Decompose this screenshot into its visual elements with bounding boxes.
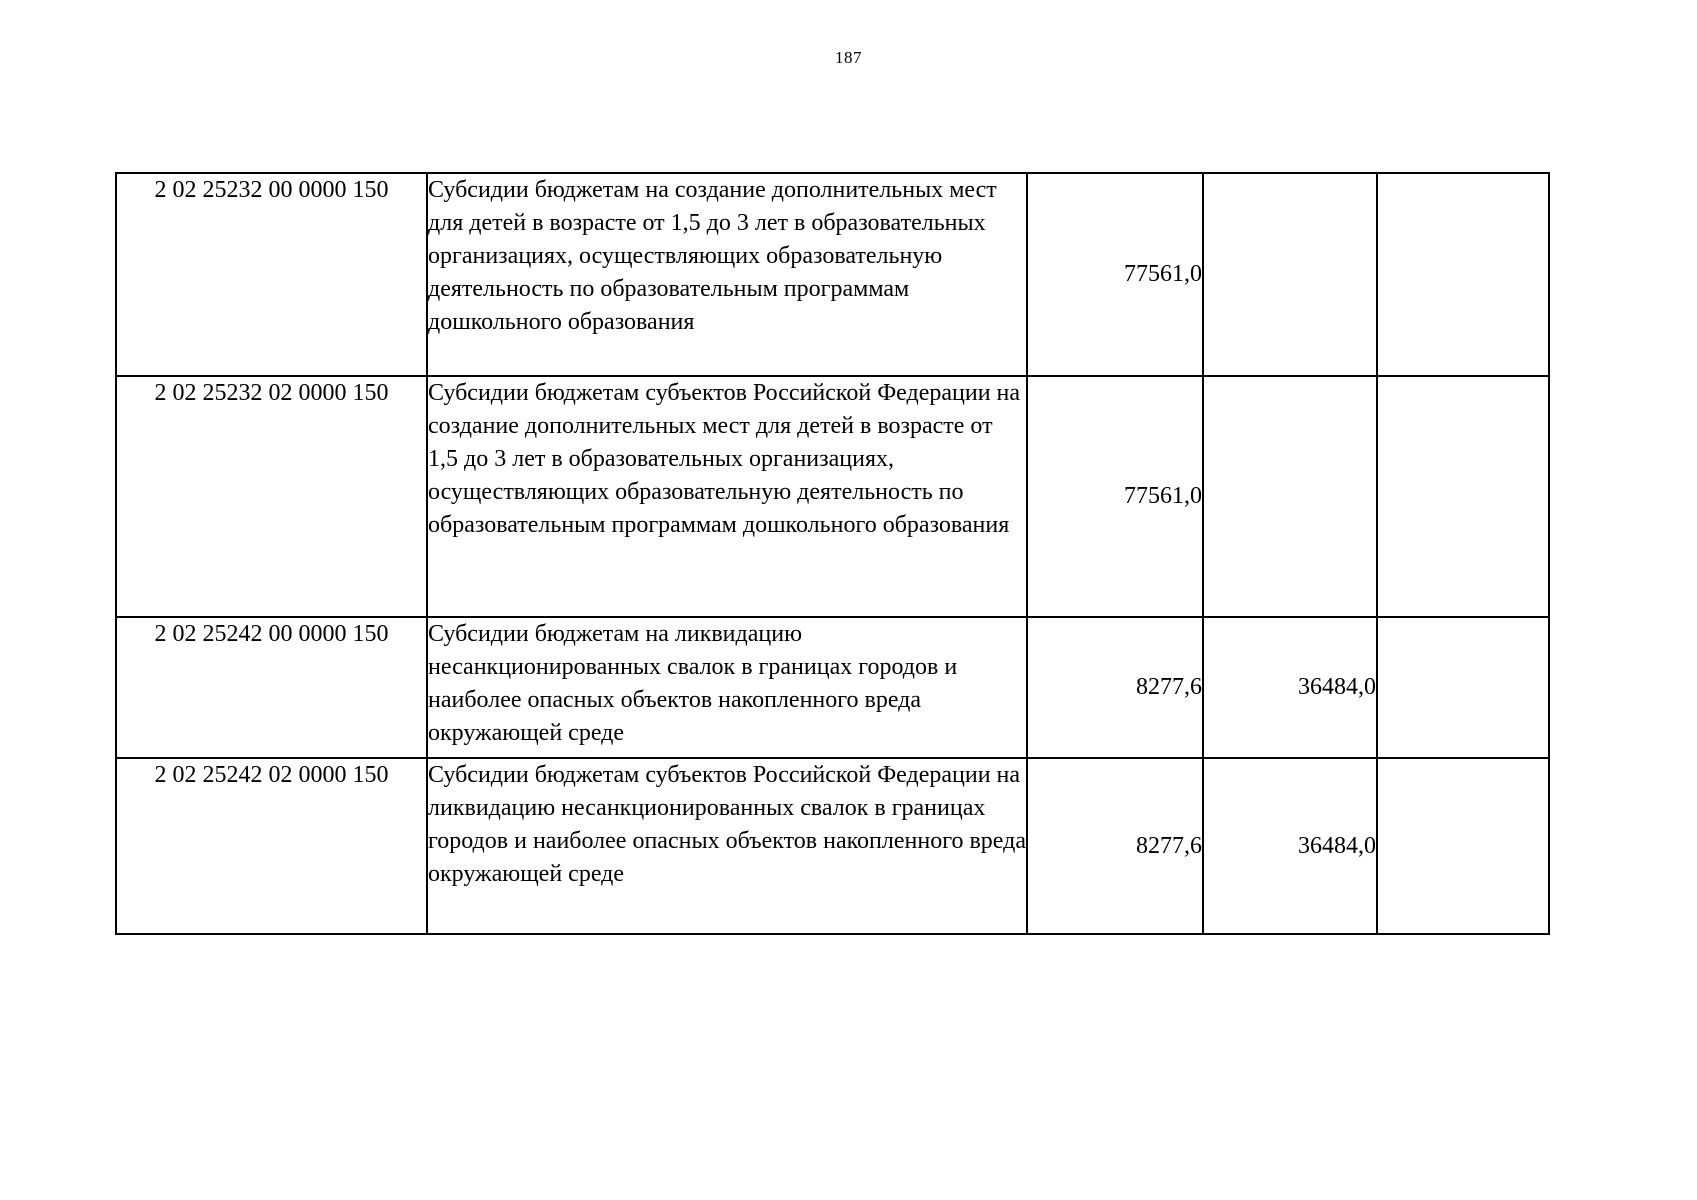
- amount-cell-3: [1377, 617, 1549, 758]
- budget-classification-code: 2 02 25232 00 0000 150: [116, 173, 427, 376]
- amount-cell-2: 36484,0: [1203, 617, 1377, 758]
- revenue-description: Субсидии бюджетам на ликвидацию несанкционированных свалок в границах городов и наиболее опасных объектов накопленного вреда окружающей среде: [427, 617, 1027, 758]
- amount-cell-1: 8277,6: [1027, 758, 1203, 934]
- amount-cell-1: 8277,6: [1027, 617, 1203, 758]
- table-row: [116, 173, 1549, 376]
- amount-cell-1: 77561,0: [1027, 173, 1203, 376]
- amount-cell-3: [1377, 173, 1549, 376]
- revenue-description: Субсидии бюджетам субъектов Российской Федерации на создание дополнительных мест для детей в возрасте от 1,5 до 3 лет в образовательных организациях, осуществляющих образовательную деятельность по образовательным программам дошкольного образования: [427, 376, 1027, 617]
- budget-revenue-table: [115, 172, 1550, 935]
- table-row: [116, 376, 1549, 617]
- budget-classification-code: 2 02 25242 00 0000 150: [116, 617, 427, 758]
- budget-classification-code: 2 02 25242 02 0000 150: [116, 758, 427, 934]
- amount-cell-3: [1377, 376, 1549, 617]
- table-row: [116, 758, 1549, 934]
- page-number: 187: [835, 48, 862, 67]
- amount-cell-1: 77561,0: [1027, 376, 1203, 617]
- revenue-description: Субсидии бюджетам на создание дополнительных мест для детей в возрасте от 1,5 до 3 лет в образовательных организациях, осуществляющих образовательную деятельность по образовательным программам дошкольного образования: [427, 173, 1027, 376]
- amount-cell-2: [1203, 173, 1377, 376]
- amount-cell-2: 36484,0: [1203, 758, 1377, 934]
- amount-cell-2: [1203, 376, 1377, 617]
- table-row: [116, 617, 1549, 758]
- revenue-description: Субсидии бюджетам субъектов Российской Федерации на ликвидацию несанкционированных свалок в границах городов и наиболее опасных объектов накопленного вреда окружающей среде: [427, 758, 1027, 934]
- amount-cell-3: [1377, 758, 1549, 934]
- budget-classification-code: 2 02 25232 02 0000 150: [116, 376, 427, 617]
